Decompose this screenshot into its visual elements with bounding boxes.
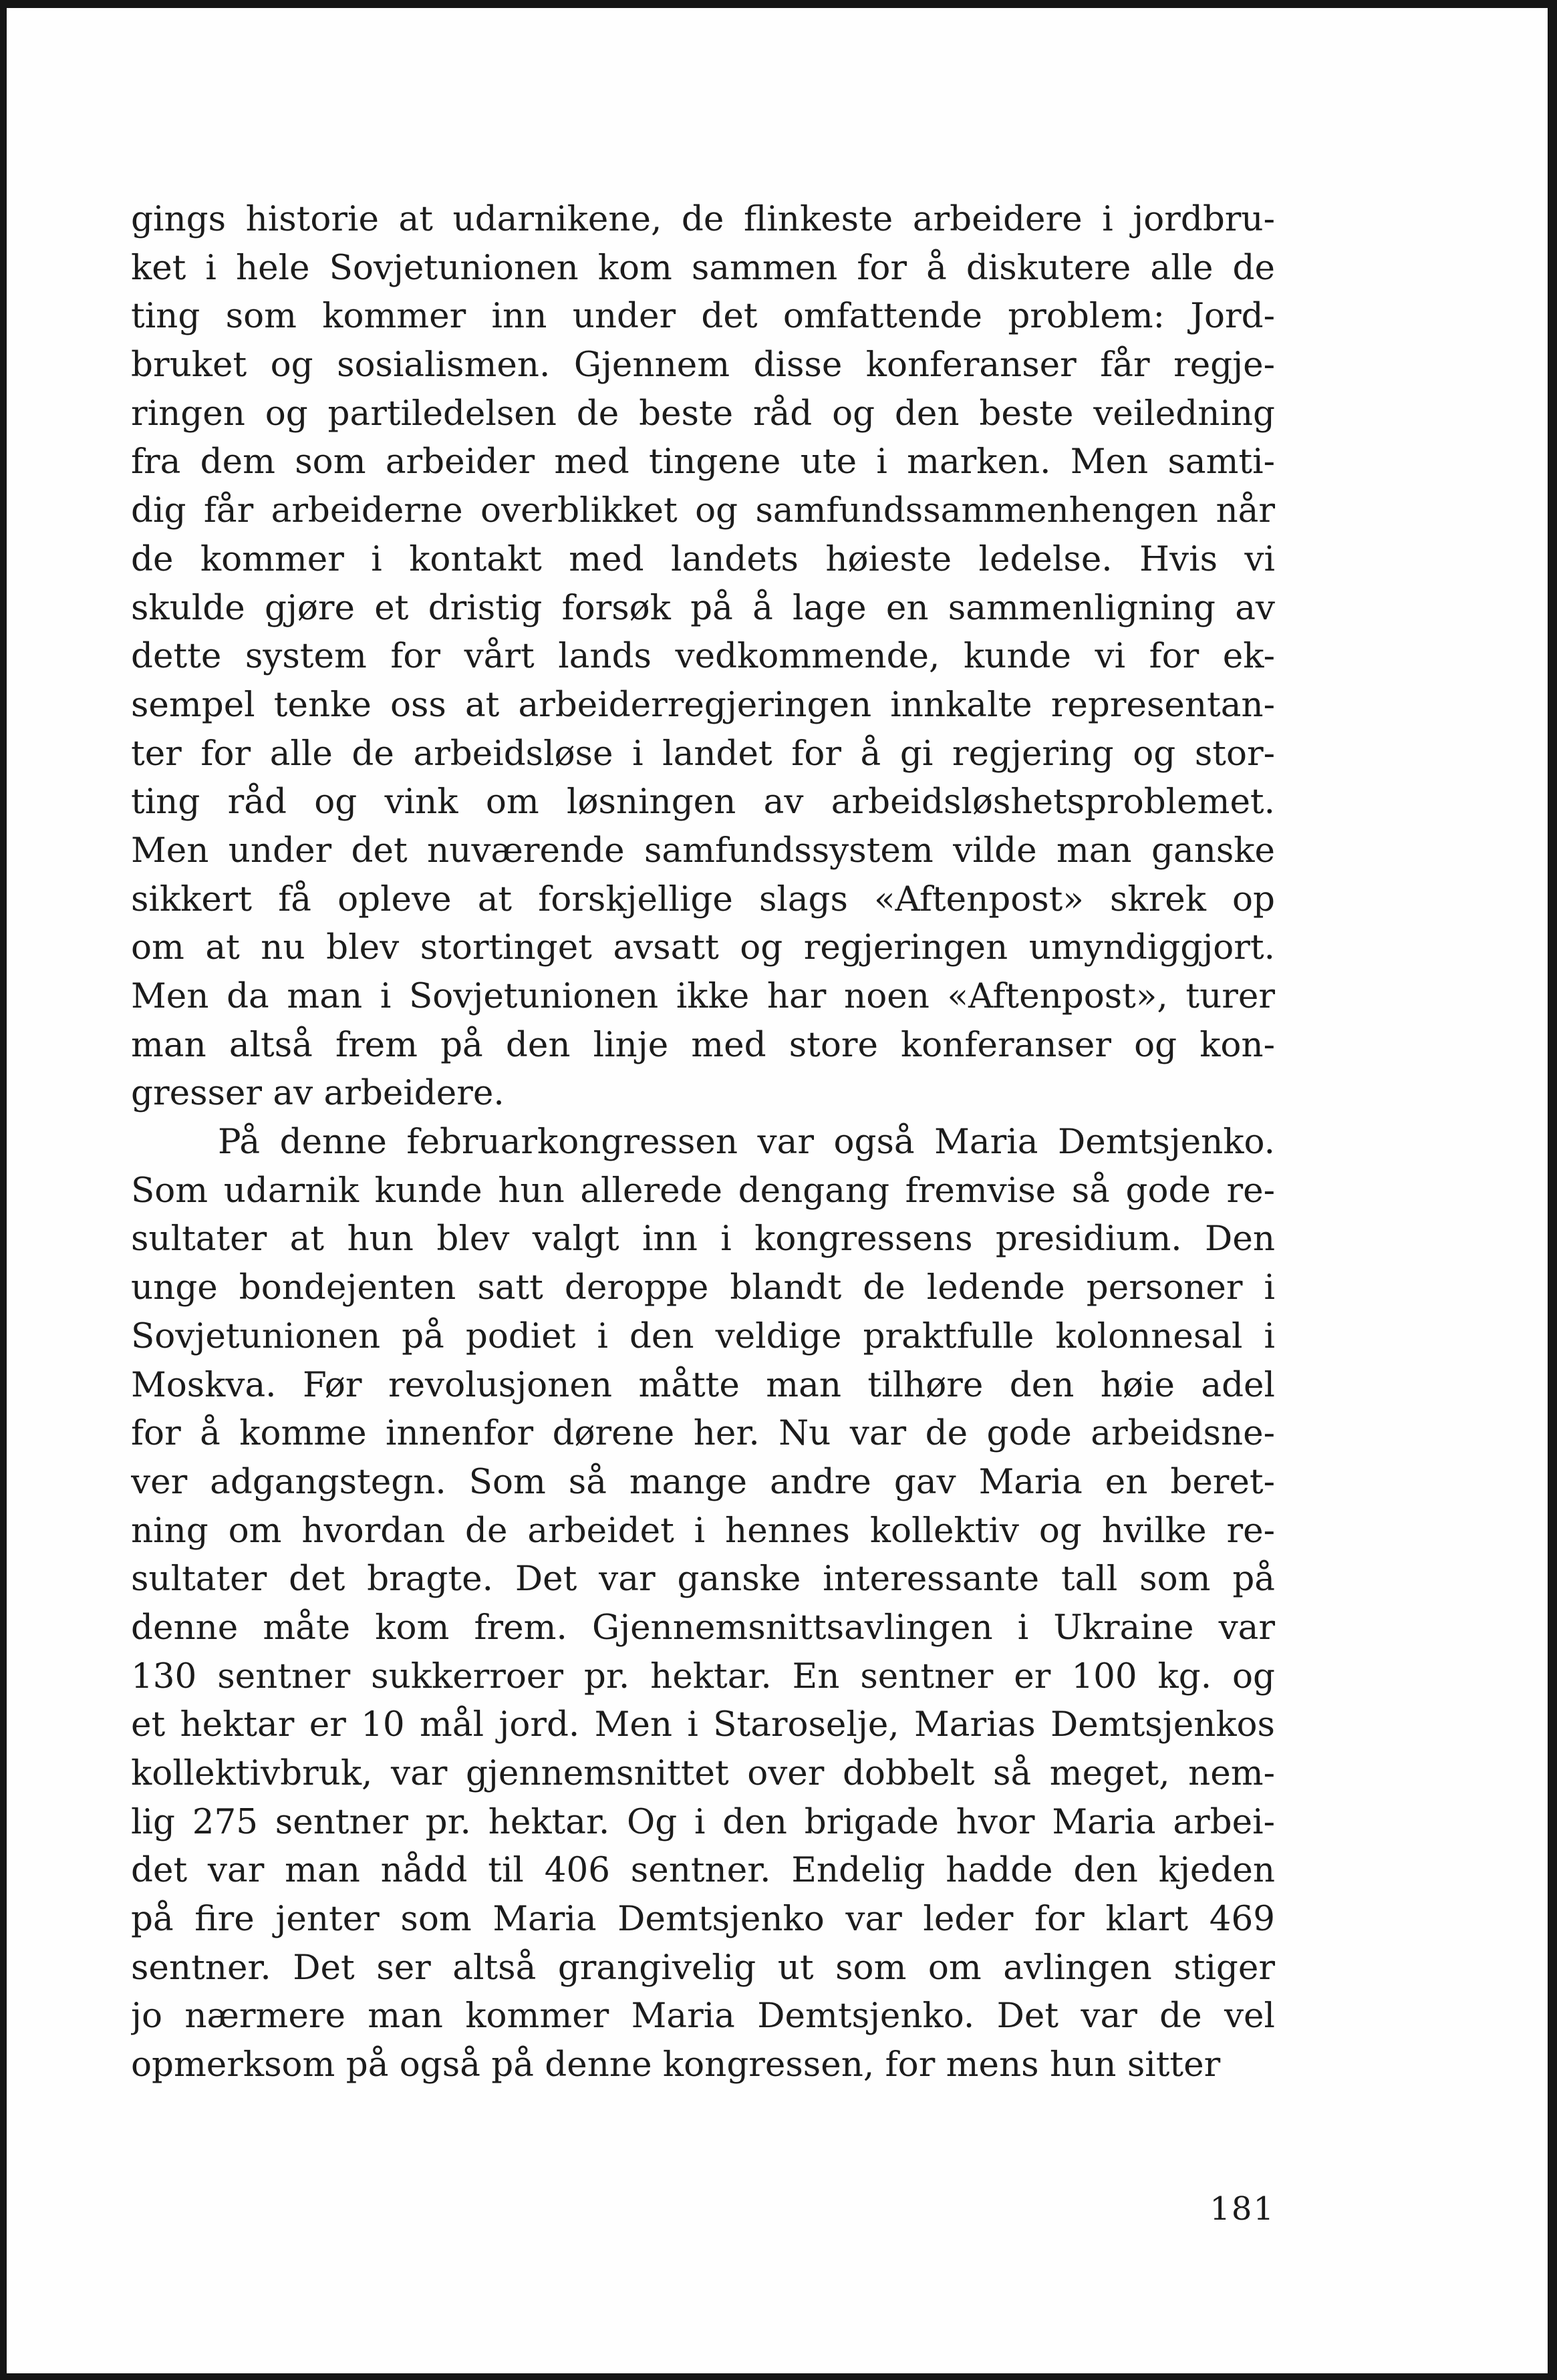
text-line: gresser av arbeidere. xyxy=(131,1073,505,1114)
text-line: ringen og partiledelsen de beste råd og den beste veiledning xyxy=(131,393,1275,434)
text-line: kollektivbruk, var gjennemsnittet over dobbelt så meget, nem- xyxy=(131,1753,1275,1793)
text-line: ting som kommer inn under det omfattende problem: Jord- xyxy=(131,296,1275,337)
text-line: ning om hvordan de arbeidet i hennes kollektiv og hvilke re- xyxy=(131,1510,1275,1551)
text-line: ket i hele Sovjetunionen kom sammen for å diskutere alle de xyxy=(131,247,1275,288)
text-line: jo nærmere man kommer Maria Demtsjenko. Det var de vel xyxy=(131,1996,1275,2037)
text-line: gings historie at udarnikene, de flinkeste arbeidere i jordbru- xyxy=(131,199,1275,239)
text-line: Moskva. Før revolusjonen måtte man tilhøre den høie adel xyxy=(131,1364,1275,1405)
scan-border-right xyxy=(1548,0,1557,2380)
text-line: denne måte kom frem. Gjennemsnittsavlingen i Ukraine var xyxy=(131,1607,1275,1648)
scan-border-top xyxy=(0,0,1557,8)
text-line: skulde gjøre et dristig forsøk på å lage en sammenligning av xyxy=(131,587,1275,628)
text-line: fra dem som arbeider med tingene ute i marken. Men samti- xyxy=(131,442,1275,482)
text-line: ter for alle de arbeidsløse i landet for å gi regjering og stor- xyxy=(131,733,1275,774)
text-line: Men da man i Sovjetunionen ikke har noen «Aftenpost», turer xyxy=(131,976,1275,1016)
text-line: lig 275 sentner pr. hektar. Og i den brigade hvor Maria arbei- xyxy=(131,1801,1275,1842)
text-line: På denne februarkongressen var også Maria Demtsjenko. xyxy=(218,1122,1275,1163)
text-line: det var man nådd til 406 sentner. Endelig hadde den kjeden xyxy=(131,1850,1275,1891)
text-line: for å komme innenfor dørene her. Nu var de gode arbeidsne- xyxy=(131,1413,1275,1454)
text-line: ver adgangstegn. Som så mange andre gav Maria en beret- xyxy=(131,1461,1275,1502)
text-line: bruket og sosialismen. Gjennem disse konferanser får regje- xyxy=(131,345,1275,386)
text-line: et hektar er 10 mål jord. Men i Staroselje, Marias Demtsjenkos xyxy=(131,1704,1275,1745)
text-line: dette system for vårt lands vedkommende, kunde vi for ek- xyxy=(131,636,1275,677)
text-line: sentner. Det ser altså grangivelig ut som om avlingen stiger xyxy=(131,1947,1275,1988)
body-text xyxy=(131,195,1275,2089)
text-line: sempel tenke oss at arbeiderregjeringen innkalte representan- xyxy=(131,684,1275,725)
text-line: sultater at hun blev valgt inn i kongressens presidium. Den xyxy=(131,1219,1275,1259)
text-line: unge bondejenten satt deroppe blandt de ledende personer i xyxy=(131,1268,1275,1308)
text-line: man altså frem på den linje med store konferanser og kon- xyxy=(131,1024,1275,1065)
text-line: 130 sentner sukkerroer pr. hektar. En sentner er 100 kg. og xyxy=(131,1656,1275,1696)
paragraph xyxy=(131,1118,1275,2089)
text-line: opmerksom på også på denne kongressen, for mens hun sitter xyxy=(131,2045,1221,2085)
scan-border-left xyxy=(0,0,7,2380)
text-line: på fire jenter som Maria Demtsjenko var leder for klart 469 xyxy=(131,1899,1275,1940)
text-line: om at nu blev stortinget avsatt og regjeringen umyndiggjort. xyxy=(131,927,1275,968)
page-number: 181 xyxy=(1210,2190,1275,2228)
text-line: Men under det nuværende samfundssystem vilde man ganske xyxy=(131,830,1275,871)
scan-border-bottom xyxy=(0,2373,1557,2380)
text-line: sikkert få opleve at forskjellige slags «Aftenpost» skrek op xyxy=(131,879,1275,919)
text-line: Sovjetunionen på podiet i den veldige praktfulle kolonnesal i xyxy=(131,1316,1275,1356)
paragraph xyxy=(131,195,1275,1118)
text-line: sultater det bragte. Det var ganske interessante tall som på xyxy=(131,1559,1275,1600)
text-line: Som udarnik kunde hun allerede dengang fremvise så gode re- xyxy=(131,1170,1275,1211)
text-line: dig får arbeiderne overblikket og samfundssammenhengen når xyxy=(131,490,1275,531)
text-line: de kommer i kontakt med landets høieste ledelse. Hvis vi xyxy=(131,539,1275,579)
text-line: ting råd og vink om løsningen av arbeidsløshetsproblemet. xyxy=(131,782,1275,823)
